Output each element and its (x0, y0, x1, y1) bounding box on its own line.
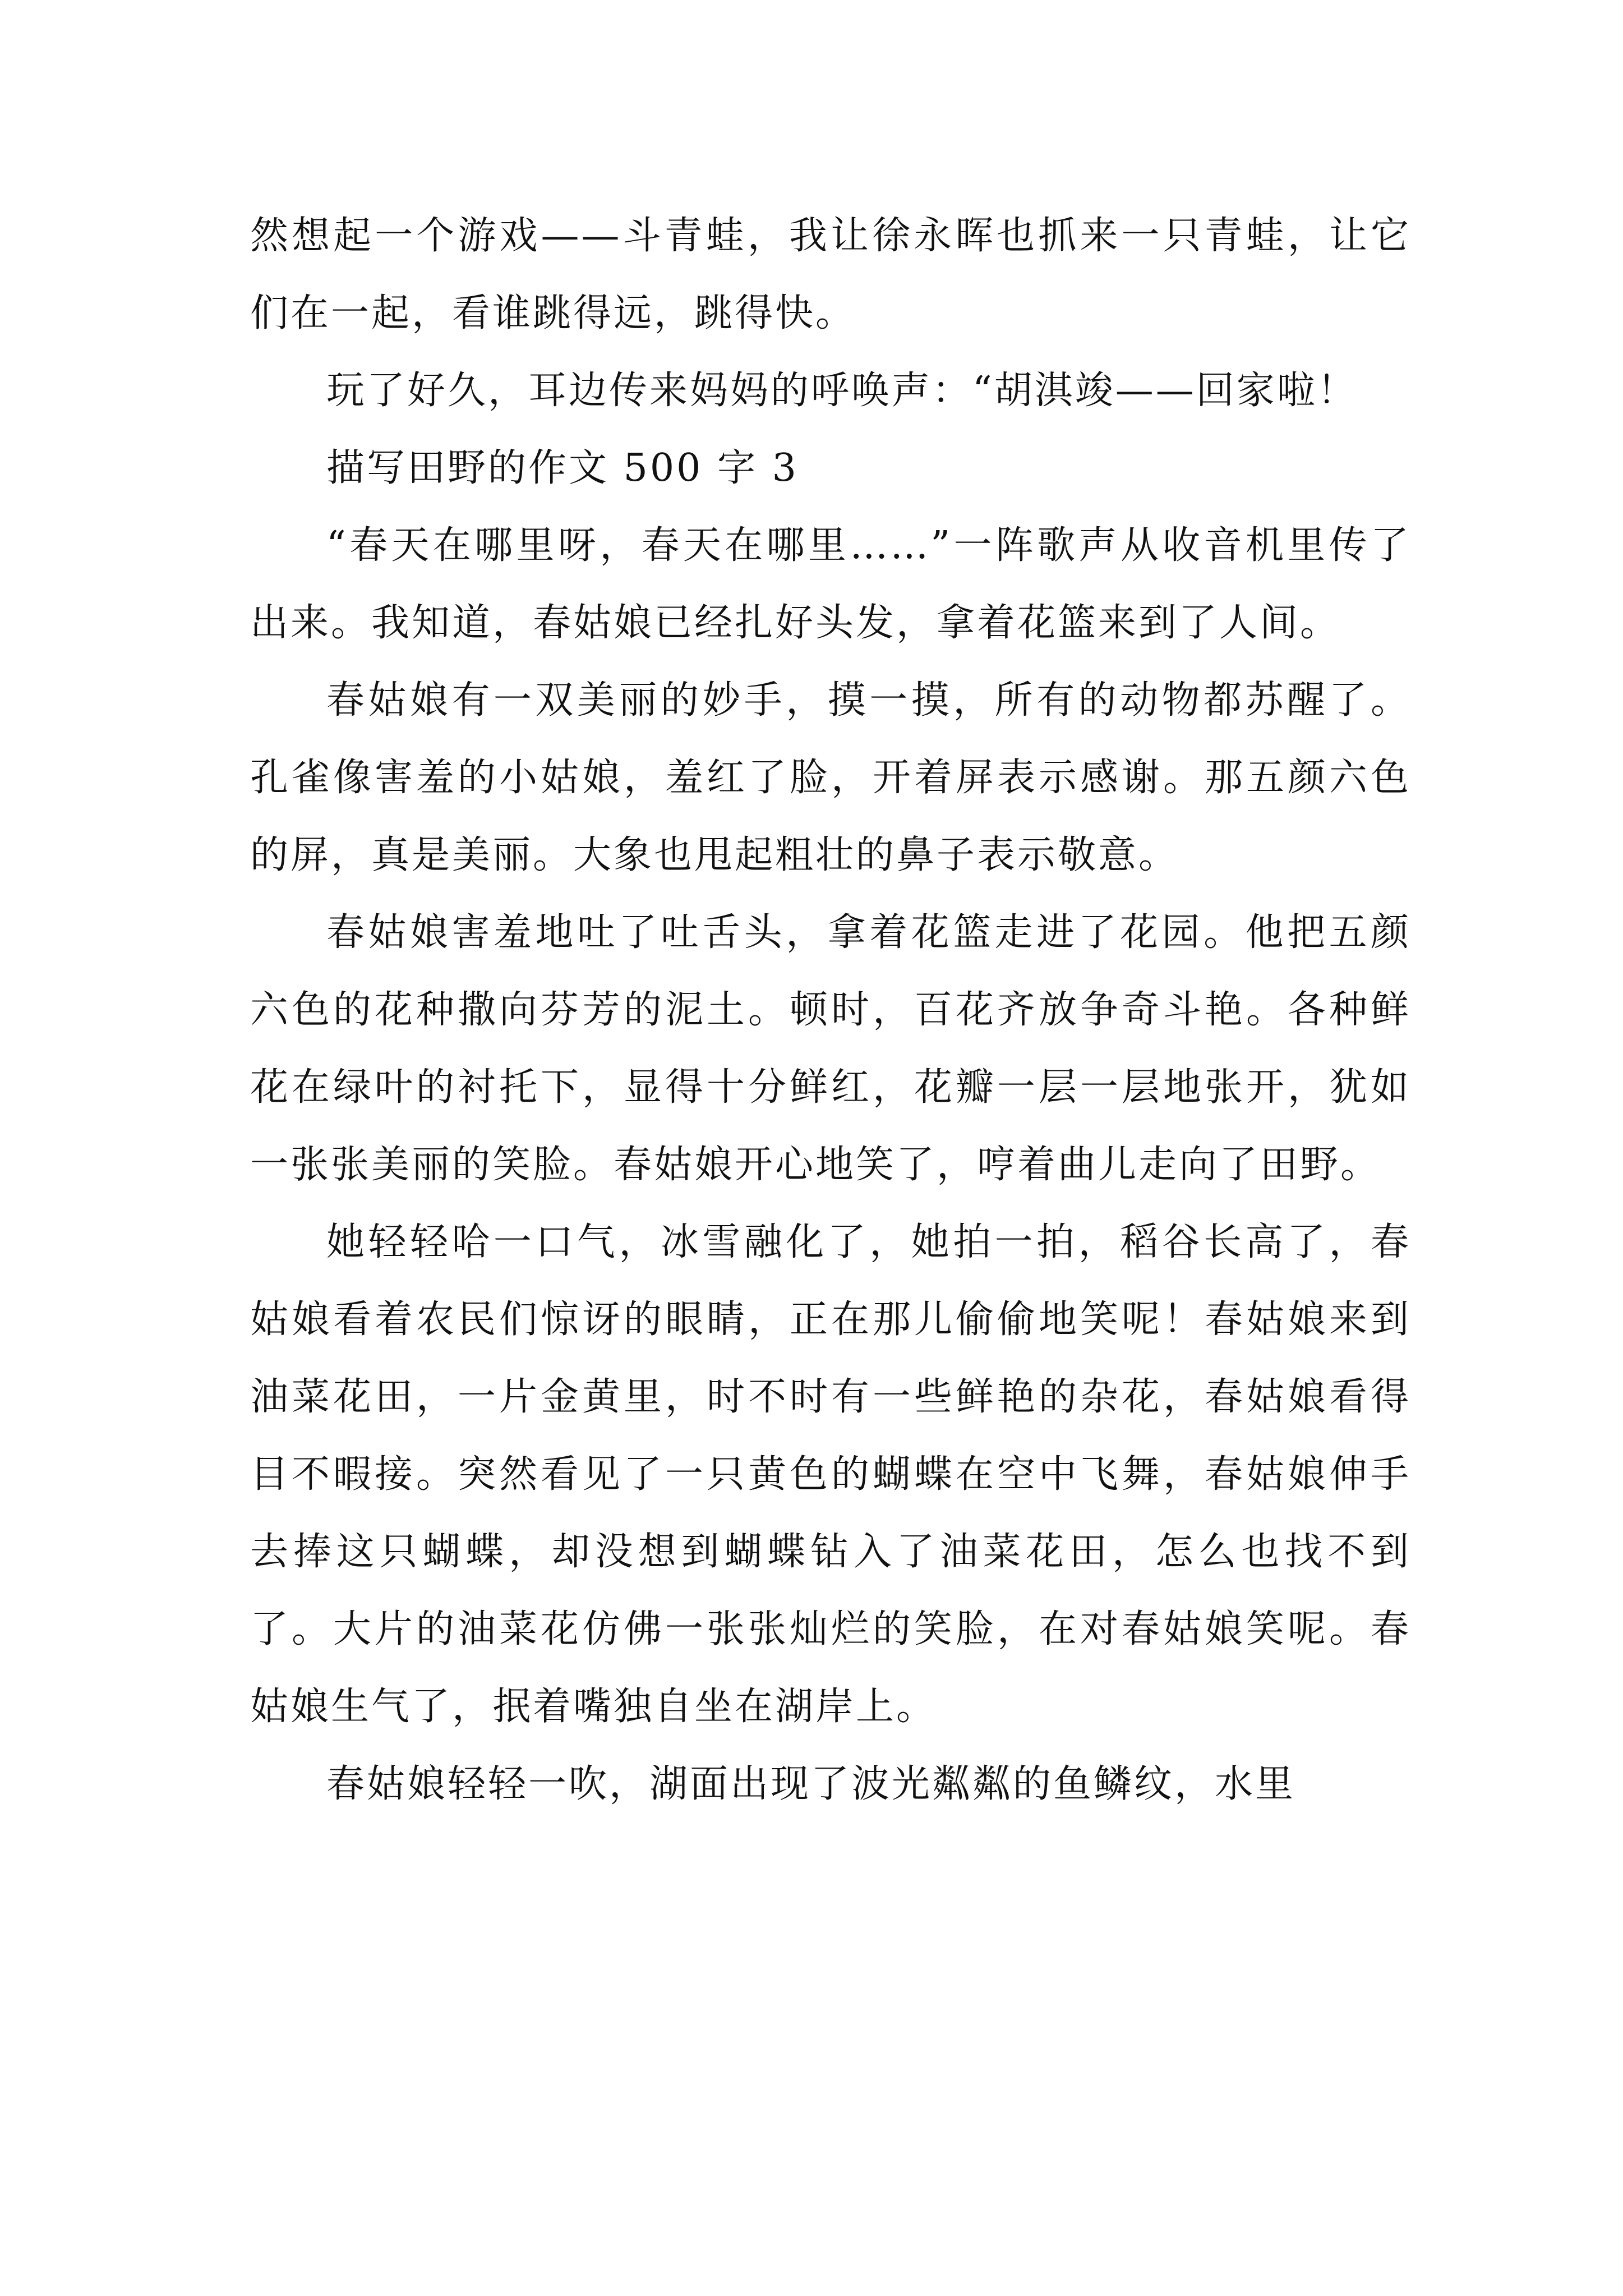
document-body (250, 197, 1411, 1823)
paragraph-4: 春姑娘有一双美丽的妙手，摸一摸，所有的动物都苏醒了。孔雀像害羞的小姑娘，羞红了脸，开着屏表示感谢。那五颜六色的屏，真是美丽。大象也甩起粗壮的鼻子表示敬意。 (250, 678, 1411, 877)
paragraph-1: 然想起一个游戏——斗青蛙，我让徐永晖也抓来一只青蛙，让它们在一起，看谁跳得远，跳得快。 (250, 214, 1411, 335)
paragraph-7: 春姑娘轻轻一吹，湖面出现了波光粼粼的鱼鳞纹，水里 (326, 1762, 1296, 1806)
paragraph-3: “春天在哪里呀，春天在哪里……”一阵歌声从收音机里传了出来。我知道，春姑娘已经扎好头发，拿着花篮来到了人间。 (250, 523, 1411, 645)
paragraph-6: 她轻轻哈一口气，冰雪融化了，她拍一拍，稻谷长高了，春姑娘看着农民们惊讶的眼睛，正在那儿偷偷地笑呢！春姑娘来到油菜花田，一片金黄里，时不时有一些鲜艳的杂花，春姑娘看得目不暇接。突然看见了一只黄色的蝴蝶在空中飞舞，春姑娘伸手去捧这只蝴蝶，却没想到蝴蝶钻入了油菜花田，怎么也找不到了。大片的油菜花仿佛一张张灿烂的笑脸，在对春姑娘笑呢。春姑娘生气了，抿着嘴独自坐在湖岸上。 (250, 1220, 1411, 1729)
section-heading: 描写田野的作文 500 字 3 (326, 446, 799, 490)
paragraph-2: 玩了好久，耳边传来妈妈的呼唤声：“胡淇竣——回家啦！ (326, 369, 1358, 413)
paragraph-5: 春姑娘害羞地吐了吐舌头，拿着花篮走进了花园。他把五颜六色的花种撒向芬芳的泥土。顿时，百花齐放争奇斗艳。各种鲜花在绿叶的衬托下，显得十分鲜红，花瓣一层一层地张开，犹如一张张美丽的笑脸。春姑娘开心地笑了，哼着曲儿走向了田野。 (250, 910, 1411, 1187)
